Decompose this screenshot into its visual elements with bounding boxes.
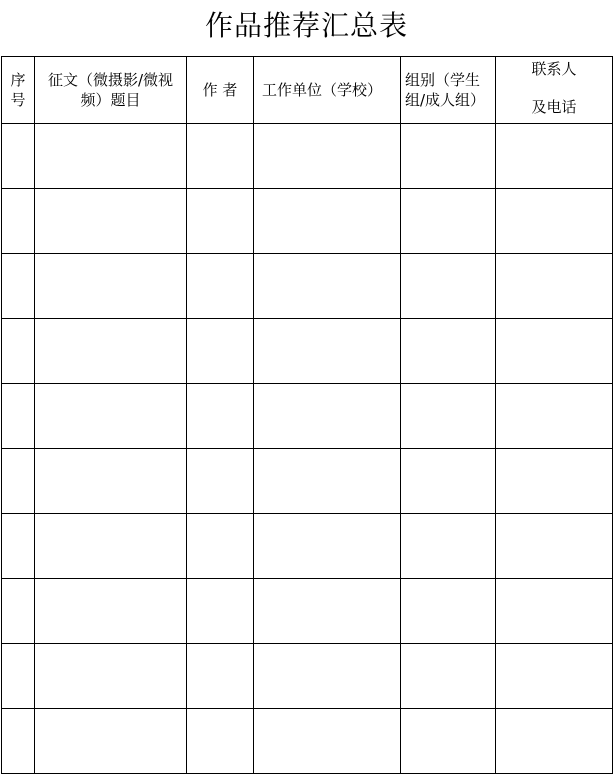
- table-row: [2, 384, 613, 449]
- cell-work-title[interactable]: [35, 644, 187, 709]
- header-index: 序 号: [2, 57, 35, 124]
- cell-index[interactable]: [2, 319, 35, 384]
- cell-index[interactable]: [2, 514, 35, 579]
- cell-work-title[interactable]: [35, 254, 187, 319]
- cell-group[interactable]: [401, 449, 496, 514]
- cell-index[interactable]: [2, 579, 35, 644]
- table-row: [2, 579, 613, 644]
- cell-unit[interactable]: [254, 384, 401, 449]
- cell-work-title[interactable]: [35, 449, 187, 514]
- cell-contact[interactable]: [496, 384, 613, 449]
- cell-index[interactable]: [2, 709, 35, 774]
- cell-contact[interactable]: [496, 254, 613, 319]
- cell-contact[interactable]: [496, 579, 613, 644]
- table-row: [2, 189, 613, 254]
- cell-contact[interactable]: [496, 514, 613, 579]
- table-header: [2, 57, 613, 124]
- header-contact: [496, 57, 613, 124]
- cell-group[interactable]: [401, 319, 496, 384]
- cell-index[interactable]: [2, 254, 35, 319]
- cell-unit[interactable]: [254, 319, 401, 384]
- header-contact-line2: 及电话: [531, 98, 577, 116]
- cell-contact[interactable]: [496, 644, 613, 709]
- cell-group[interactable]: [401, 384, 496, 449]
- cell-group[interactable]: [401, 709, 496, 774]
- cell-author[interactable]: [187, 709, 254, 774]
- cell-author[interactable]: [187, 579, 254, 644]
- cell-index[interactable]: [2, 124, 35, 189]
- cell-contact[interactable]: [496, 449, 613, 514]
- cell-author[interactable]: [187, 254, 254, 319]
- cell-group[interactable]: [401, 514, 496, 579]
- header-unit: 工作单位（学校）: [254, 57, 401, 124]
- cell-author[interactable]: [187, 449, 254, 514]
- cell-unit[interactable]: [254, 189, 401, 254]
- cell-work-title[interactable]: [35, 124, 187, 189]
- cell-work-title[interactable]: [35, 579, 187, 644]
- cell-contact[interactable]: [496, 124, 613, 189]
- cell-index[interactable]: [2, 384, 35, 449]
- table-row: [2, 319, 613, 384]
- header-work-title: 征文（微摄影/微视 频）题目: [35, 57, 187, 124]
- table-body: [2, 124, 613, 774]
- cell-work-title[interactable]: [35, 319, 187, 384]
- header-author: 作 者: [187, 57, 254, 124]
- cell-contact[interactable]: [496, 319, 613, 384]
- cell-unit[interactable]: [254, 579, 401, 644]
- cell-unit[interactable]: [254, 449, 401, 514]
- cell-group[interactable]: [401, 579, 496, 644]
- table-row: [2, 709, 613, 774]
- header-group: 组别（学生 组/成人组）: [401, 57, 496, 124]
- cell-unit[interactable]: [254, 254, 401, 319]
- cell-author[interactable]: [187, 514, 254, 579]
- header-contact-line1: 联系人: [531, 60, 577, 78]
- table-row: [2, 644, 613, 709]
- cell-unit[interactable]: [254, 124, 401, 189]
- cell-group[interactable]: [401, 189, 496, 254]
- cell-index[interactable]: [2, 449, 35, 514]
- summary-table: [1, 56, 613, 774]
- cell-contact[interactable]: [496, 709, 613, 774]
- cell-contact[interactable]: [496, 189, 613, 254]
- table-row: [2, 514, 613, 579]
- table-row: [2, 449, 613, 514]
- cell-author[interactable]: [187, 644, 254, 709]
- page-title: 作品推荐汇总表: [204, 9, 408, 42]
- cell-group[interactable]: [401, 644, 496, 709]
- cell-work-title[interactable]: [35, 384, 187, 449]
- cell-unit[interactable]: [254, 709, 401, 774]
- cell-author[interactable]: [187, 384, 254, 449]
- header-row: [2, 57, 613, 124]
- cell-author[interactable]: [187, 189, 254, 254]
- table-row: [2, 124, 613, 189]
- cell-work-title[interactable]: [35, 189, 187, 254]
- table-row: [2, 254, 613, 319]
- cell-unit[interactable]: [254, 644, 401, 709]
- cell-unit[interactable]: [254, 514, 401, 579]
- cell-index[interactable]: [2, 189, 35, 254]
- cell-author[interactable]: [187, 124, 254, 189]
- cell-work-title[interactable]: [35, 514, 187, 579]
- cell-work-title[interactable]: [35, 709, 187, 774]
- cell-author[interactable]: [187, 319, 254, 384]
- cell-group[interactable]: [401, 254, 496, 319]
- cell-group[interactable]: [401, 124, 496, 189]
- cell-index[interactable]: [2, 644, 35, 709]
